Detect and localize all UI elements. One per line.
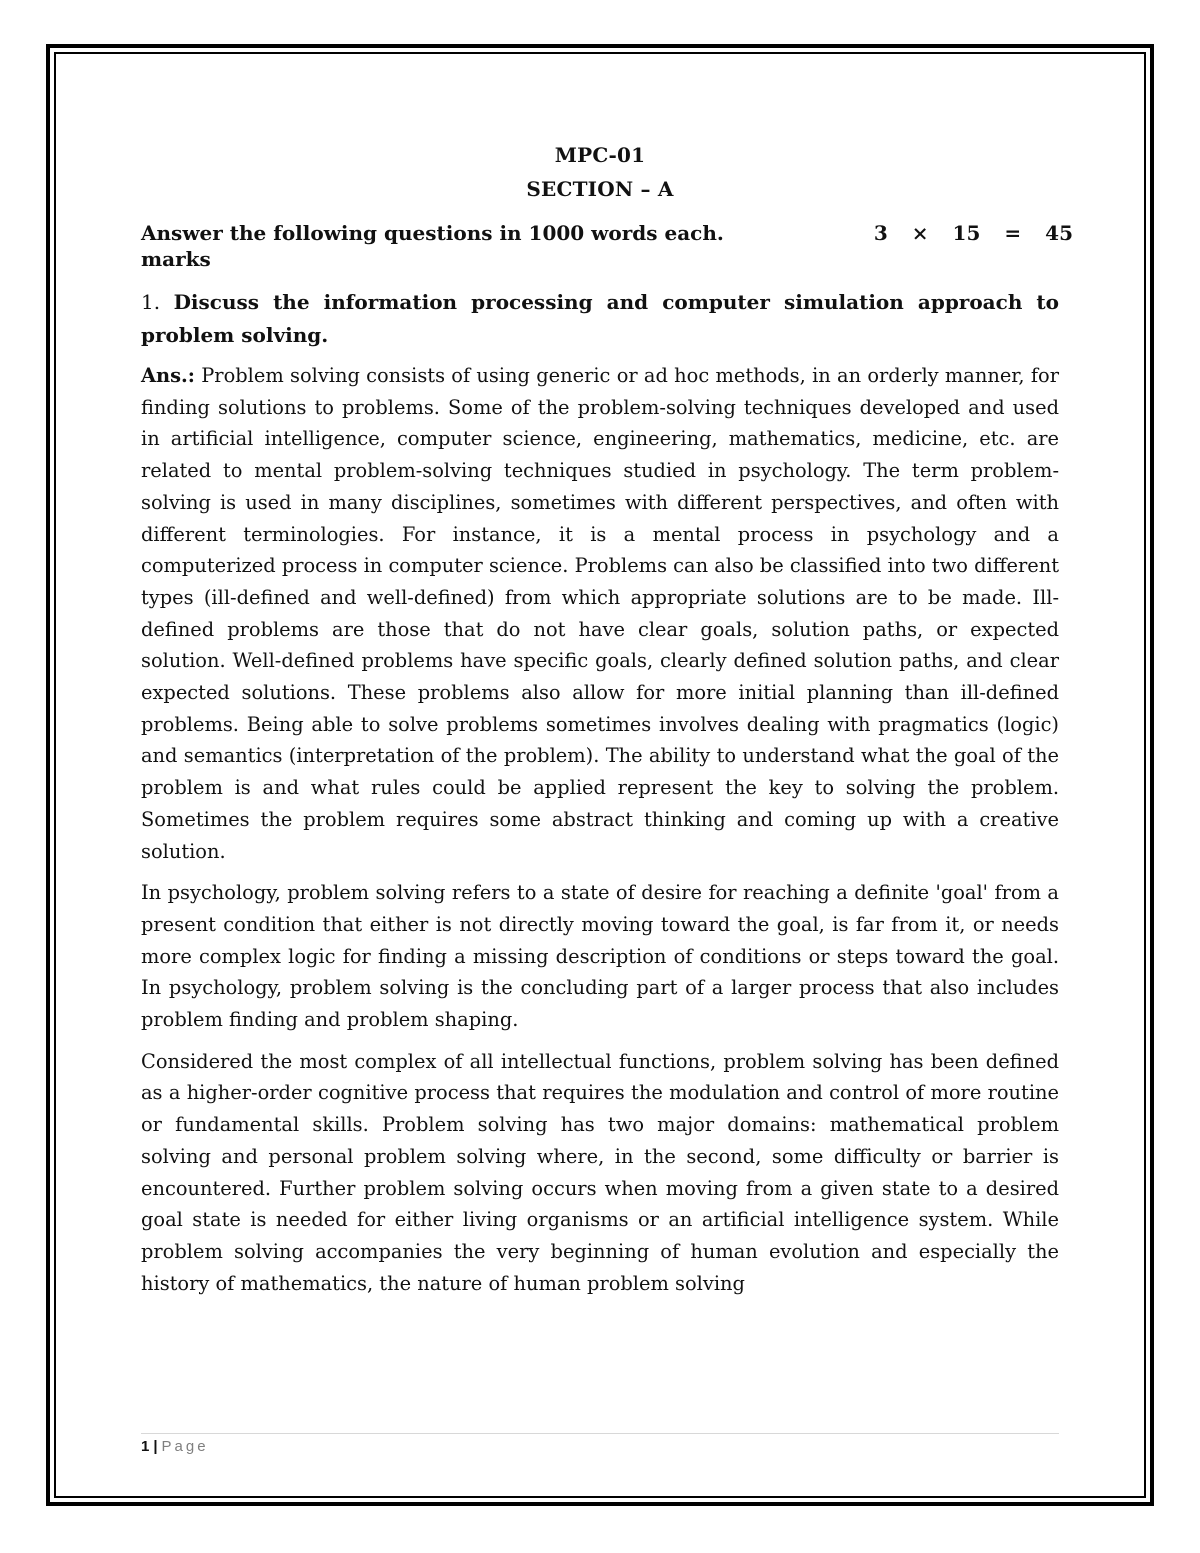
marks-total: 45: [1045, 221, 1073, 245]
question-1: [141, 286, 1059, 352]
page-content: [141, 138, 1073, 1433]
marks-equals: =: [1004, 221, 1022, 245]
page-label: Page: [161, 1438, 209, 1455]
marks-word: marks: [141, 247, 211, 271]
instruction-line: [141, 220, 1073, 246]
page-number: 1: [141, 1438, 150, 1455]
marks-each: 15: [952, 221, 981, 245]
answer-paragraph-3: Considered the most complex of all intellectual functions, problem solving has been defined as a higher-order cognitive process that requires the modulation and control of more routine or fundamental skills. Problem solving has two major domains: mathematical problem solving and personal problem solving where, in the second, some difficulty or barrier is encountered. Further problem solving occurs when moving from a given state to a desired goal state is needed for either living organisms or an artificial intelligence system. While problem solving accompanies the very beginning of human evolution and especially the history of mathematics, the nature of human problem solving: [141, 1049, 1059, 1295]
page-footer: [141, 1433, 1059, 1464]
marks-count: 3: [873, 221, 888, 245]
answer-label: Ans.:: [141, 364, 195, 387]
footer-separator: |: [153, 1438, 158, 1455]
question-text: Discuss the information processing and computer simulation approach to problem solving.: [141, 290, 1060, 347]
marks-formula: [874, 220, 1073, 246]
course-code: MPC-01: [554, 143, 646, 167]
marks-times: ×: [911, 221, 929, 245]
instruction-text: Answer the following questions in 1000 words each.: [141, 221, 724, 245]
section-title: SECTION – A: [526, 177, 674, 201]
paragraph-text: Problem solving consists of using generic or ad hoc methods, in an orderly manner, for finding solutions to problems. Some of the problem-solving techniques developed and used in artificial intelligence, computer science, engineering, mathematics, medicine, etc. are related to mental problem-solving techniques studied in psychology. The term problem-solving is used in many disciplines, sometimes with different perspectives, and often with different terminologies. For instance, it is a mental process in psychology and a computerized process in computer science. Problems can also be classified into two different types (ill-defined and well-defined) from which appropriate solutions are to be made. Ill-defined problems are those that do not have clear goals, solution paths, or expected solution. Well-defined problems have specific goals, clearly defined solution paths, and clear expected solutions. These problems also allow for more initial planning than ill-defined problems. Being able to solve problems sometimes involves dealing with pragmatics (logic) and semantics (interpretation of the problem). The ability to understand what the goal of the problem is and what rules could be applied represent the key to solving the problem. Sometimes the problem requires some abstract thinking and coming up with a creative solution.: [141, 364, 1060, 863]
answer-paragraph-2: In psychology, problem solving refers to a state of desire for reaching a definite 'goal' from a present condition that either is not directly moving toward the goal, is far from it, or needs more complex logic for finding a missing description of conditions or steps toward the goal. In psychology, problem solving is the concluding part of a larger process that also includes problem finding and problem shaping.: [141, 881, 1059, 1032]
question-number: 1.: [141, 290, 161, 314]
answer-paragraph-1: [141, 360, 1059, 867]
